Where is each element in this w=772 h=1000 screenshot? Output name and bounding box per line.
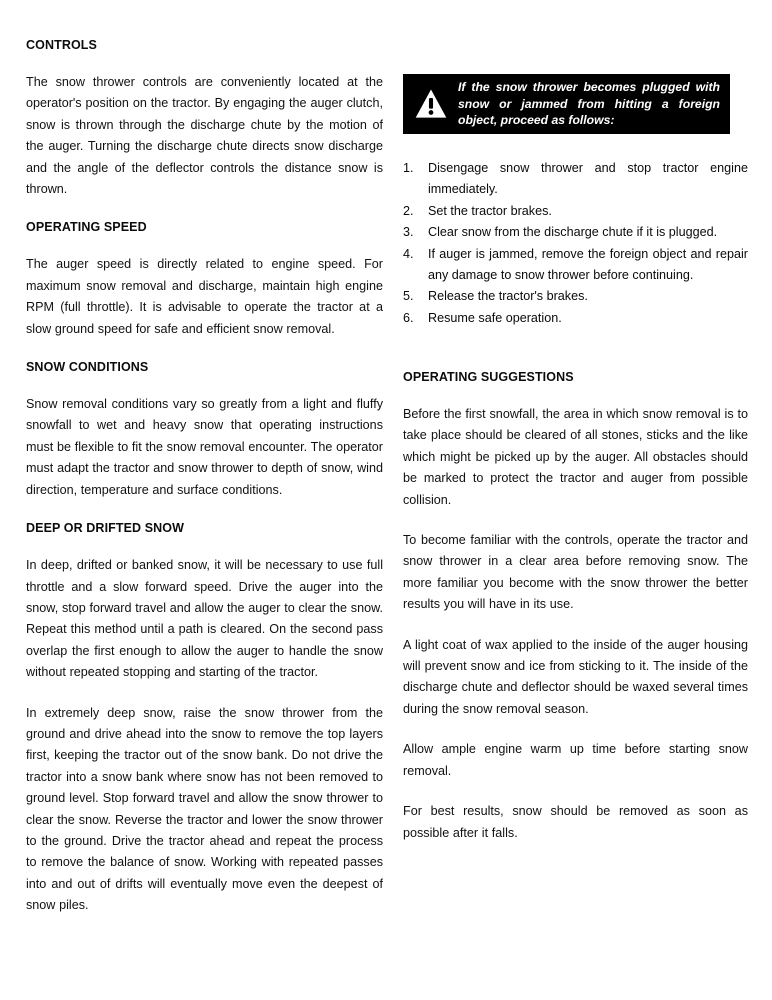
list-item: [403, 201, 748, 222]
step-number: 6.: [403, 310, 414, 325]
list-item: [403, 222, 748, 243]
paragraph-controls-1: The snow thrower controls are conveniently located at the operator's position on the tractor. By engaging the auger clutch, snow is thrown through the discharge chute by the motion of the auger. Turning the discharge chute directs snow discharge and the angle of the deflector controls the distance snow is thrown.: [26, 75, 383, 197]
right-column: [403, 370, 748, 844]
step-text: Resume safe operation.: [428, 310, 562, 325]
section-operating-suggestions: [403, 370, 748, 844]
section-controls: [26, 38, 383, 200]
paragraph-deep-snow-1: In deep, drifted or banked snow, it will be necessary to use full throttle and a slow forward speed. Drive the auger into the snow, stop forward travel and allow the auger to clear the snow. Repeat this method until a path is cleared. On the second pass overlap the first enough to allow the auger to handle the snow without repeated stopping and starting of the tractor.: [26, 558, 383, 680]
warning-triangle-icon: [414, 87, 448, 121]
step-text: If auger is jammed, remove the foreign object and repair any damage to snow thrower before continuing.: [428, 246, 748, 283]
list-item: [403, 286, 748, 307]
step-text: Disengage snow thrower and stop tractor engine immediately.: [428, 161, 748, 197]
step-text: Set the tractor brakes.: [428, 203, 552, 218]
paragraph-operating-speed-1: The auger speed is directly related to engine speed. For maximum snow removal and discharge, maintain high engine RPM (full throttle). It is advisable to operate the tractor at a slow ground speed for safe and efficient snow removal.: [26, 257, 383, 336]
paragraph-snow-conditions-1: Snow removal conditions vary so greatly from a light and fluffy snowfall to wet and heavy snow that operating instructions must be flexible to fit the snow removal encounter. The operator must adapt the tractor and snow thrower to depth of snow, wind direction, temperature and surface conditions.: [26, 397, 383, 497]
warning-text: If the snow thrower becomes plugged with snow or jammed from hitting a foreign object, proceed as follows:: [458, 80, 720, 128]
step-number: 3.: [403, 225, 414, 240]
heading-snow-conditions: SNOW CONDITIONS: [26, 360, 149, 375]
section-operating-speed: [26, 220, 383, 340]
heading-controls: CONTROLS: [26, 38, 97, 52]
heading-operating-suggestions: OPERATING SUGGESTIONS: [403, 370, 574, 384]
heading-deep-or-drifted-snow: DEEP OR DRIFTED SNOW: [26, 521, 185, 536]
step-number: 1.: [403, 161, 414, 175]
step-number: 4.: [403, 246, 414, 261]
list-item: [403, 308, 748, 329]
list-item: [403, 244, 748, 287]
paragraph-suggestions-2: To become familiar with the controls, operate the tractor and snow thrower in a clear area before removing snow. The more familiar you become with the snow thrower the better results you will have in its use.: [403, 533, 748, 612]
paragraph-suggestions-3: A light coat of wax applied to the inside of the auger housing will prevent snow and ice from sticking to it. The inside of the discharge chute and deflector should be waxed several times during the snow removal season.: [403, 637, 748, 716]
step-number: 2.: [403, 203, 414, 218]
warning-banner: [403, 74, 730, 134]
paragraph-suggestions-1: Before the first snowfall, the area in which snow removal is to take place should be cleared of all stones, sticks and the like which might be picked up by the auger. All obstacles should be marked to protect the tractor and auger from possible collision.: [403, 407, 748, 507]
heading-operating-speed: OPERATING SPEED: [26, 220, 147, 235]
list-item: [403, 158, 748, 201]
plugged-procedure-steps: [403, 158, 748, 329]
step-text: Clear snow from the discharge chute if it is plugged.: [428, 225, 718, 240]
paragraph-deep-snow-2: In extremely deep snow, raise the snow thrower from the ground and drive ahead into the snow to remove the top layers first, keeping the tractor out of the snow bank. Do not drive the tractor into a snow bank where snow has not been removed to ground level. Stop forward travel and allow the snow thrower to clear the snow. Reverse the tractor and lower the snow thrower to the ground. Drive the tractor ahead and repeat the process to remove the balance of snow. Working with repeated passes into and out of drifts will eventually move even the deepest of snow piles.: [26, 705, 383, 913]
section-snow-conditions: [26, 360, 383, 501]
left-column: [26, 38, 383, 917]
paragraph-suggestions-5: For best results, snow should be removed as soon as possible after it falls.: [403, 804, 748, 840]
paragraph-suggestions-4: Allow ample engine warm up time before starting snow removal.: [403, 742, 748, 778]
section-deep-or-drifted-snow: [26, 521, 383, 917]
step-number: 5.: [403, 289, 414, 304]
step-text: Release the tractor's brakes.: [428, 289, 588, 304]
